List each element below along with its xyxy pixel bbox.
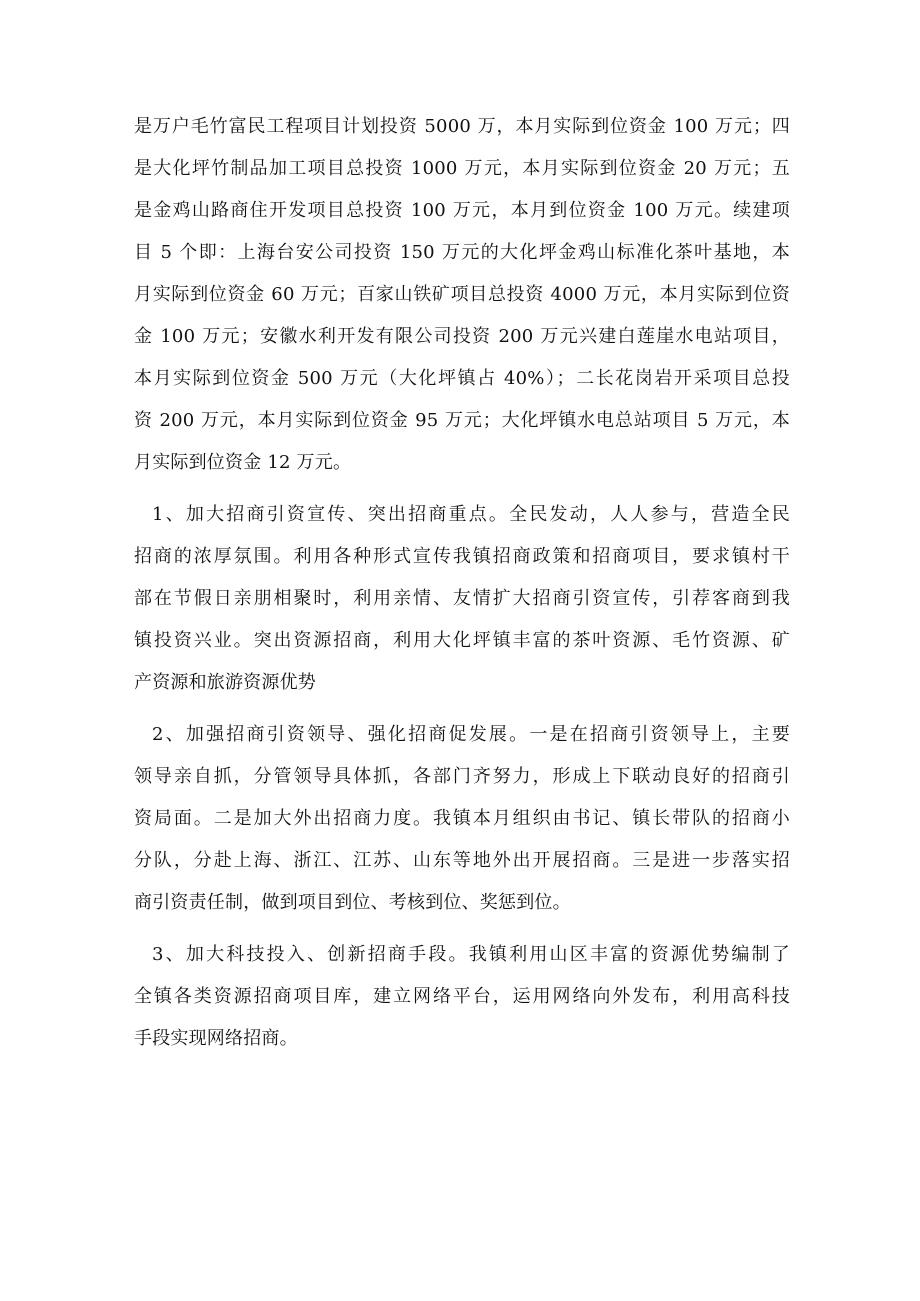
paragraph-leadership bbox=[134, 714, 790, 924]
text-line: 是万户毛竹富民工程项目计划投资 5000 万，本月实际到位资金 100 万元；四 bbox=[134, 116, 790, 137]
text-line: 目 5 个即：上海台安公司投资 150 万元的大化坪金鸡山标准化茶叶基地，本 bbox=[134, 242, 790, 263]
paragraph-publicity bbox=[134, 494, 790, 704]
text-line: 是金鸡山路商住开发项目总投资 100 万元，本月到位资金 100 万元。续建项 bbox=[134, 200, 790, 221]
text-line: 镇投资兴业。突出资源招商，利用大化坪镇丰富的茶叶资源、毛竹资源、矿 bbox=[134, 630, 790, 651]
text-line: 3、加大科技投入、创新招商手段。我镇利用山区丰富的资源优势编制了 bbox=[152, 944, 790, 965]
text-line: 领导亲自抓，分管领导具体抓，各部门齐努力，形成上下联动良好的招商引 bbox=[134, 766, 790, 787]
text-line: 分队，分赴上海、浙江、江苏、山东等地外出开展招商。三是进一步落实招 bbox=[134, 850, 790, 871]
paragraph-investment-projects bbox=[134, 106, 790, 484]
text-line: 是大化坪竹制品加工项目总投资 1000 万元，本月实际到位资金 20 万元；五 bbox=[134, 158, 790, 179]
document-body bbox=[134, 106, 790, 1060]
text-line: 全镇各类资源招商项目库，建立网络平台，运用网络向外发布，利用高科技 bbox=[134, 986, 790, 1007]
text-line: 招商的浓厚氛围。利用各种形式宣传我镇招商政策和招商项目，要求镇村干 bbox=[134, 546, 790, 567]
text-line: 本月实际到位资金 500 万元（大化坪镇占 40%）；二长花岗岩开采项目总投 bbox=[134, 368, 790, 389]
text-line: 2、加强招商引资领导、强化招商促发展。一是在招商引资领导上，主要 bbox=[152, 724, 790, 745]
text-line: 部在节假日亲朋相聚时，利用亲情、友情扩大招商引资宣传，引荐客商到我 bbox=[134, 588, 790, 609]
paragraph-technology bbox=[134, 934, 790, 1060]
text-line: 手段实现网络招商。 bbox=[134, 1028, 298, 1049]
text-line: 月实际到位资金 60 万元；百家山铁矿项目总投资 4000 万元，本月实际到位资 bbox=[134, 284, 790, 305]
text-line: 月实际到位资金 12 万元。 bbox=[134, 452, 352, 473]
text-line: 产资源和旅游资源优势 bbox=[134, 672, 316, 693]
text-line: 金 100 万元；安徽水利开发有限公司投资 200 万元兴建白莲崖水电站项目， bbox=[134, 326, 790, 347]
text-line: 1、加大招商引资宣传、突出招商重点。全民发动，人人参与，营造全民 bbox=[152, 504, 790, 525]
text-line: 资局面。二是加大外出招商力度。我镇本月组织由书记、镇长带队的招商小 bbox=[134, 808, 790, 829]
text-line: 资 200 万元，本月实际到位资金 95 万元；大化坪镇水电总站项目 5 万元，本 bbox=[134, 410, 790, 431]
text-line: 商引资责任制，做到项目到位、考核到位、奖惩到位。 bbox=[134, 892, 571, 913]
